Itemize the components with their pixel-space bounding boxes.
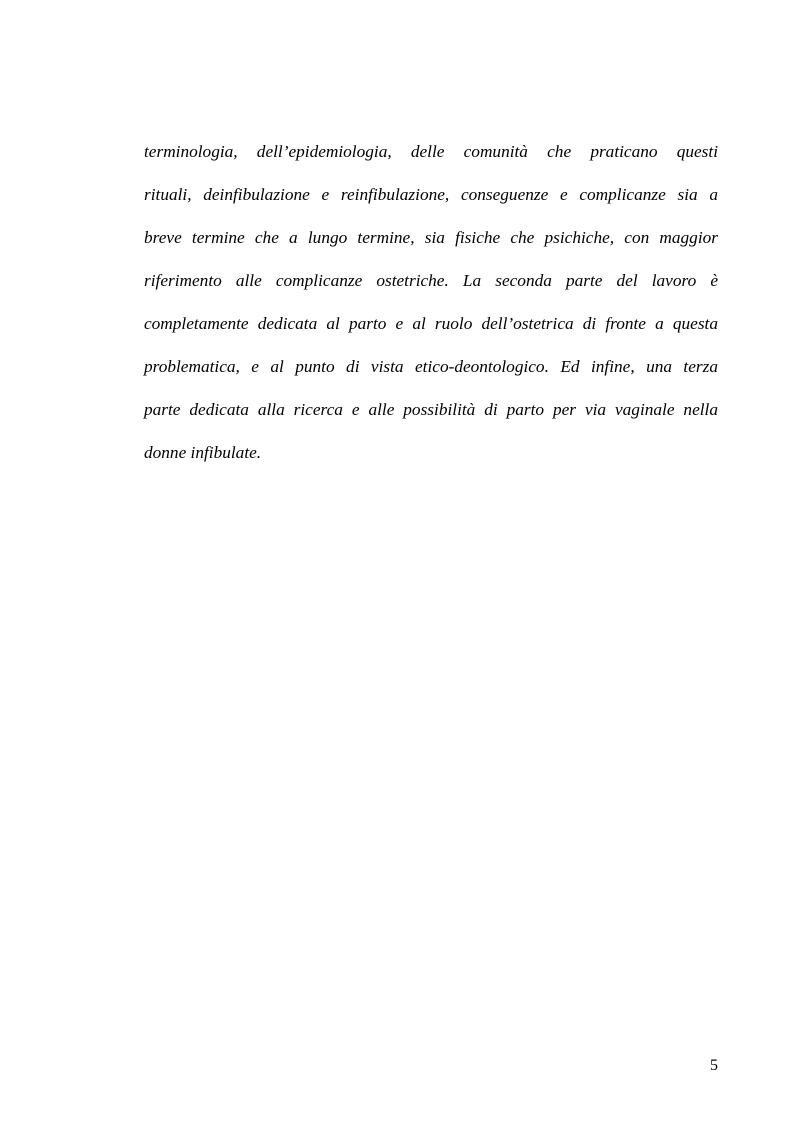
paragraph-line-4: riferimento alle complicanze ostetriche. La seconda parte del lavoro è bbox=[144, 271, 718, 290]
body-paragraph bbox=[144, 130, 718, 474]
paragraph-line-2: rituali, deinfibulazione e reinfibulazione, conseguenze e complicanze sia a bbox=[144, 185, 718, 204]
page-number: 5 bbox=[710, 1057, 718, 1074]
paragraph-line-3: breve termine che a lungo termine, sia fisiche che psichiche, con maggior bbox=[144, 228, 718, 247]
paragraph-line-7: parte dedicata alla ricerca e alle possibilità di parto per via vaginale nella bbox=[144, 400, 718, 419]
paragraph-line-1: terminologia, dell’epidemiologia, delle comunità che praticano questi bbox=[144, 142, 718, 161]
paragraph-line-6: problematica, e al punto di vista etico-deontologico. Ed infine, una terza bbox=[144, 357, 718, 376]
paragraph-line-8: donne infibulate. bbox=[144, 443, 262, 462]
paragraph-line-5: completamente dedicata al parto e al ruolo dell’ostetrica di fronte a questa bbox=[144, 314, 718, 333]
